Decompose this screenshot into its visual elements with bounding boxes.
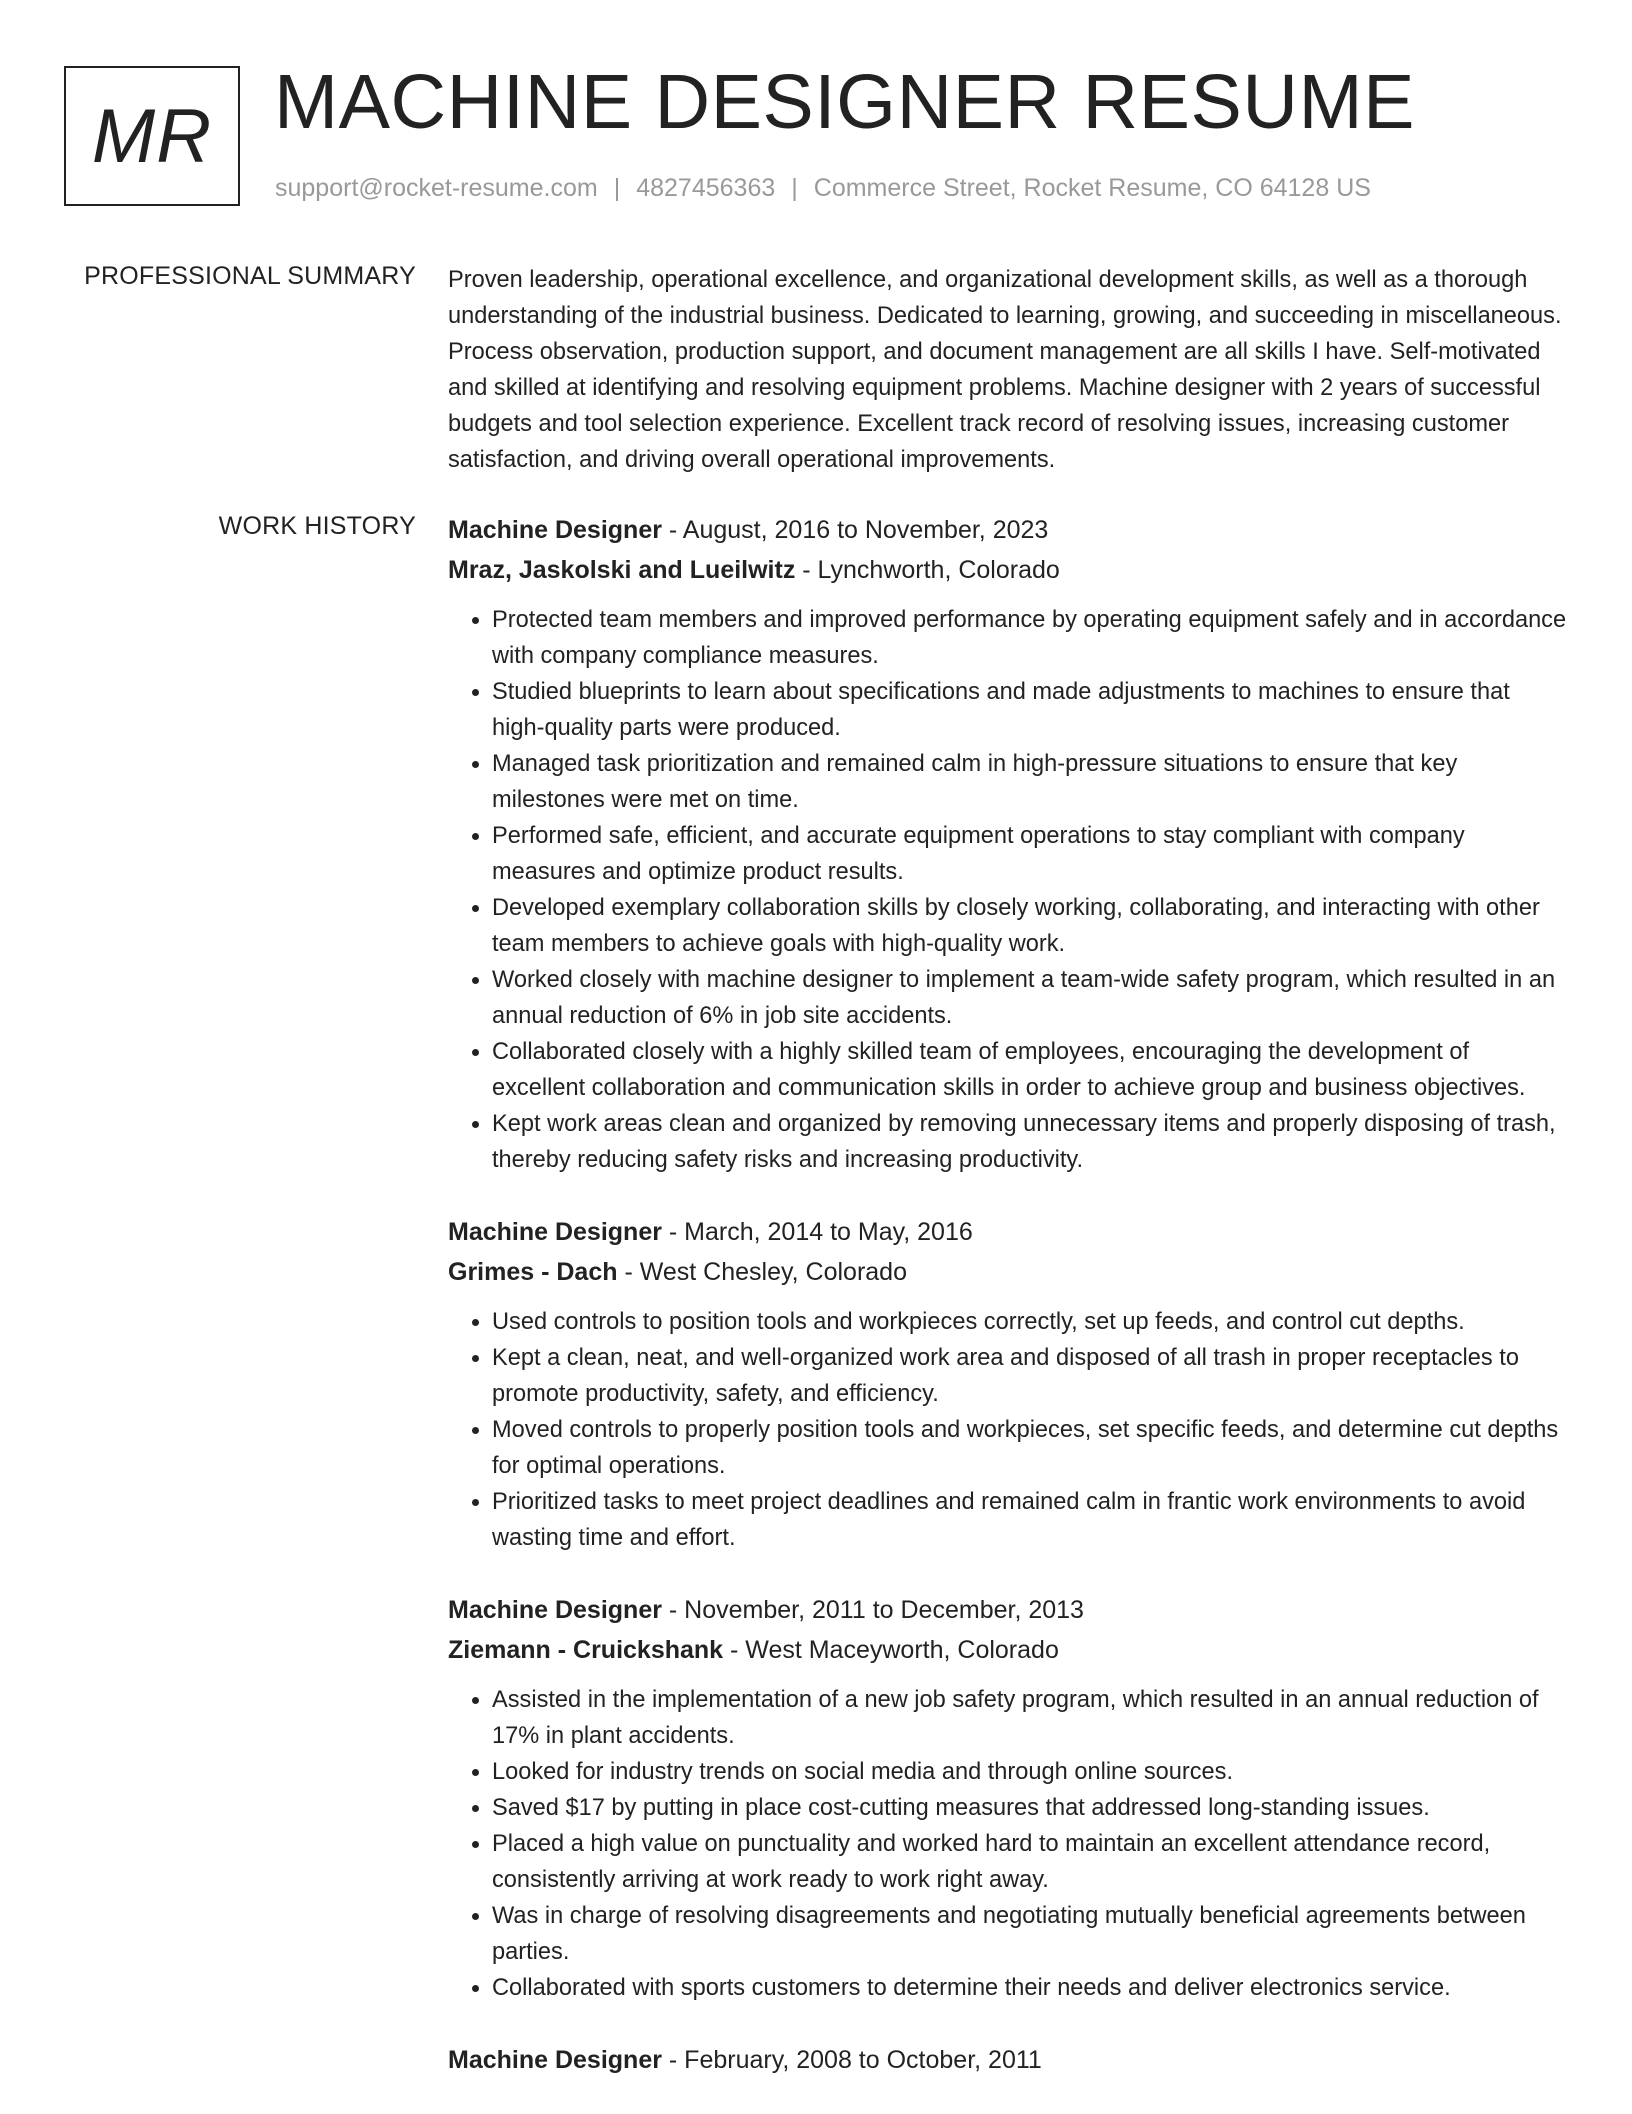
contact-email: support@rocket-resume.com — [275, 174, 598, 202]
job-dates: - February, 2008 to October, 2011 — [661, 2046, 1042, 2074]
job-title: Machine Designer — [448, 1596, 662, 1624]
job-company-line — [448, 1252, 1568, 1292]
job-company-line — [448, 1630, 1568, 1670]
job-title: Machine Designer — [448, 2046, 662, 2074]
summary-heading: PROFESSIONAL SUMMARY — [84, 262, 416, 290]
work-history-heading: WORK HISTORY — [218, 512, 416, 540]
job-title-line — [448, 1590, 1568, 1630]
job-entry — [448, 1590, 1568, 2006]
job-title-line — [448, 510, 1568, 550]
job-bullet: • Was in charge of resolving disagreements and negotiating mutually beneficial agreements between parties. — [492, 1898, 1568, 1970]
job-bullet: • Looked for industry trends on social media and through online sources. — [492, 1754, 1568, 1790]
job-bullet: • Moved controls to properly position tools and workpieces, set specific feeds, and determine cut depths for optimal operations. — [492, 1412, 1568, 1484]
job-company-line — [448, 550, 1568, 590]
job-bullet: • Saved $17 by putting in place cost-cutting measures that addressed long-standing issues. — [492, 1790, 1568, 1826]
job-bullet-list — [448, 1682, 1568, 2006]
job-bullet: • Developed exemplary collaboration skills by closely working, collaborating, and interacting with other team members to achieve goals with high-quality work. — [492, 890, 1568, 962]
job-dates: - March, 2014 to May, 2016 — [661, 1218, 973, 1246]
job-title: Machine Designer — [448, 516, 662, 544]
contact-address: Commerce Street, Rocket Resume, CO 64128 US — [813, 174, 1371, 202]
job-bullet: • Assisted in the implementation of a new job safety program, which resulted in an annual reduction of 17% in plant accidents. — [492, 1682, 1568, 1754]
job-location: - Lynchworth, Colorado — [795, 556, 1060, 584]
job-entry — [448, 2040, 1568, 2080]
job-title-line — [448, 1212, 1568, 1252]
summary-body — [448, 262, 1568, 478]
monogram-logo: MR — [64, 66, 240, 206]
work-history-body — [448, 510, 1568, 2114]
job-entry — [448, 510, 1568, 1178]
job-bullet: • Kept work areas clean and organized by removing unnecessary items and properly disposing of trash, thereby reducing safety risks and increasing productivity. — [492, 1106, 1568, 1178]
job-dates: - November, 2011 to December, 2013 — [661, 1596, 1084, 1624]
contact-separator: | — [791, 174, 798, 202]
job-bullet: • Performed safe, efficient, and accurate equipment operations to stay compliant with company measures and optimize product results. — [492, 818, 1568, 890]
job-bullet-list — [448, 602, 1568, 1178]
job-bullet: • Studied blueprints to learn about specifications and made adjustments to machines to ensure that high-quality parts were produced. — [492, 674, 1568, 746]
job-bullet: • Worked closely with machine designer to implement a team-wide safety program, which resulted in an annual reduction of 6% in job site accidents. — [492, 962, 1568, 1034]
job-bullet: • Placed a high value on punctuality and worked hard to maintain an excellent attendance record, consistently arriving at work ready to work right away. — [492, 1826, 1568, 1898]
job-bullet: • Managed task prioritization and remained calm in high-pressure situations to ensure that key milestones were met on time. — [492, 746, 1568, 818]
summary-text: Proven leadership, operational excellence, and organizational development skills, as well as a thorough understanding of the industrial business. Dedicated to learning, growing, and succeeding in miscellaneous. Process observation, production support, and document management are all skills I have. Self-motivated and skilled at identifying and resolving equipment problems. Machine designer with 2 years of successful budgets and tool selection experience. Excellent track record of resolving issues, increasing customer satisfaction, and driving overall operational improvements. — [448, 267, 1562, 473]
job-entry — [448, 1212, 1568, 1556]
job-dates: - August, 2016 to November, 2023 — [661, 516, 1049, 544]
contact-line — [275, 174, 1371, 203]
contact-phone: 4827456363 — [636, 174, 776, 202]
job-title-line — [448, 2040, 1568, 2080]
job-bullet: • Collaborated closely with a highly skilled team of employees, encouraging the development of excellent collaboration and communication skills in order to achieve group and business objectives. — [492, 1034, 1568, 1106]
job-bullet: • Protected team members and improved performance by operating equipment safely and in accordance with company compliance measures. — [492, 602, 1568, 674]
job-location: - West Chesley, Colorado — [617, 1258, 907, 1286]
job-company: Ziemann - Cruickshank — [448, 1636, 724, 1664]
job-bullet: • Prioritized tasks to meet project deadlines and remained calm in frantic work environments to avoid wasting time and effort. — [492, 1484, 1568, 1556]
job-title: Machine Designer — [448, 1218, 662, 1246]
job-bullet: • Used controls to position tools and workpieces correctly, set up feeds, and control cut depths. — [492, 1304, 1568, 1340]
contact-separator: | — [613, 174, 621, 202]
job-bullet: • Kept a clean, neat, and well-organized work area and disposed of all trash in proper receptacles to promote productivity, safety, and efficiency. — [492, 1340, 1568, 1412]
job-company: Mraz, Jaskolski and Lueilwitz — [448, 556, 796, 584]
job-bullet-list — [448, 1304, 1568, 1556]
resume-title: MACHINE DESIGNER RESUME — [274, 59, 1415, 145]
job-location: - West Maceyworth, Colorado — [723, 1636, 1059, 1664]
job-company: Grimes - Dach — [448, 1258, 618, 1286]
resume-header — [64, 59, 1584, 216]
job-bullet: • Collaborated with sports customers to determine their needs and deliver electronics service. — [492, 1970, 1568, 2006]
